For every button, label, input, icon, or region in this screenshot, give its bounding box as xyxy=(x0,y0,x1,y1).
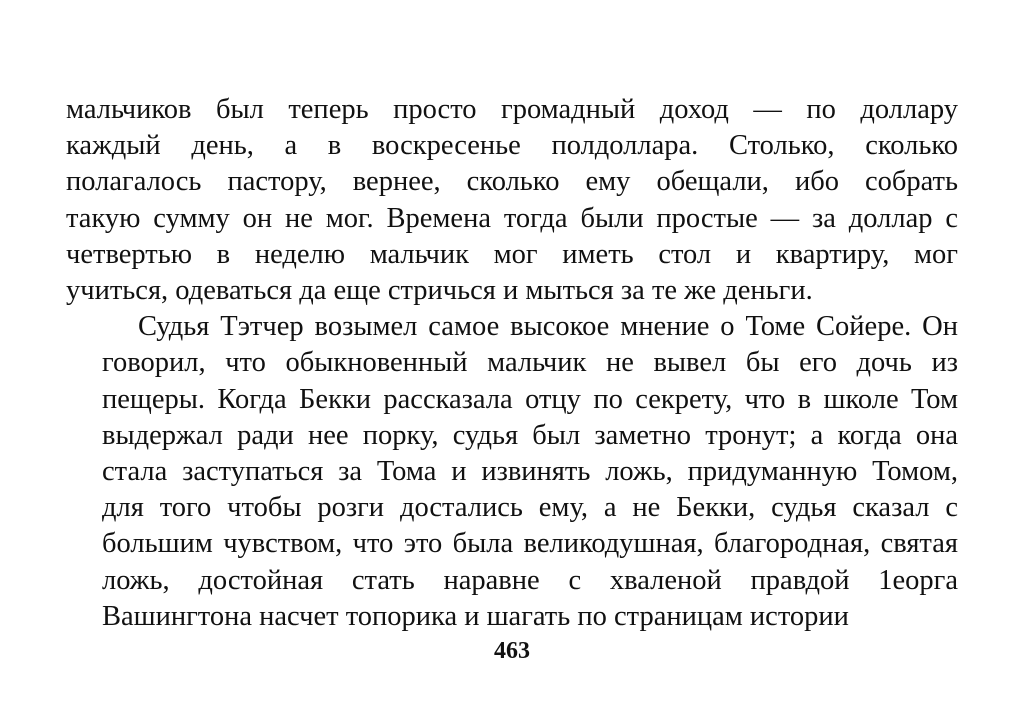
text-line: для того чтобы розги достались ему, а не Бекки, судья сказал с xyxy=(102,492,958,524)
paragraph-2 xyxy=(66,309,958,635)
text-line: каждый день, а в воскресенье полдоллара. Столько, сколько xyxy=(66,130,958,162)
text-line: говорил, что обыкновенный мальчик не вывел бы его дочь из xyxy=(102,347,958,379)
text-line: мальчиков был теперь просто громадный доход — по доллару xyxy=(66,94,958,125)
text-line: ложь, достойная стать наравне с хваленой правдой 1еорга xyxy=(102,564,958,596)
text-line: Судья Тэтчер возымел самое высокое мнение о Томе Сойере. Он xyxy=(138,311,958,343)
text-line: такую сумму он не мог. Времена тогда были простые — за доллар с xyxy=(66,202,958,234)
paragraph-1 xyxy=(66,92,958,309)
text-line: учиться, одеваться да еще стричься и мыться за те же деньги. xyxy=(66,275,813,307)
text-line: четвертью в неделю мальчик мог иметь стол и квартиру, мог xyxy=(66,238,958,270)
text-line: Вашингтона насчет топорика и шагать по страницам истории xyxy=(102,600,849,632)
text-line: полагалось пастору, вернее, сколько ему обещали, ибо собрать xyxy=(66,166,958,198)
text-line: большим чувством, что это была великодушная, благородная, святая xyxy=(102,528,958,560)
text-line: стала заступаться за Тома и извинять ложь, придуманную Томом, xyxy=(102,456,958,488)
text-line: пещеры. Когда Бекки рассказала отцу по секрету, что в школе Том xyxy=(102,383,958,415)
text-line: выдержал ради нее порку, судья был заметно тронут; а когда она xyxy=(102,419,958,451)
page-text xyxy=(66,92,958,635)
page-number: 463 xyxy=(494,638,530,664)
